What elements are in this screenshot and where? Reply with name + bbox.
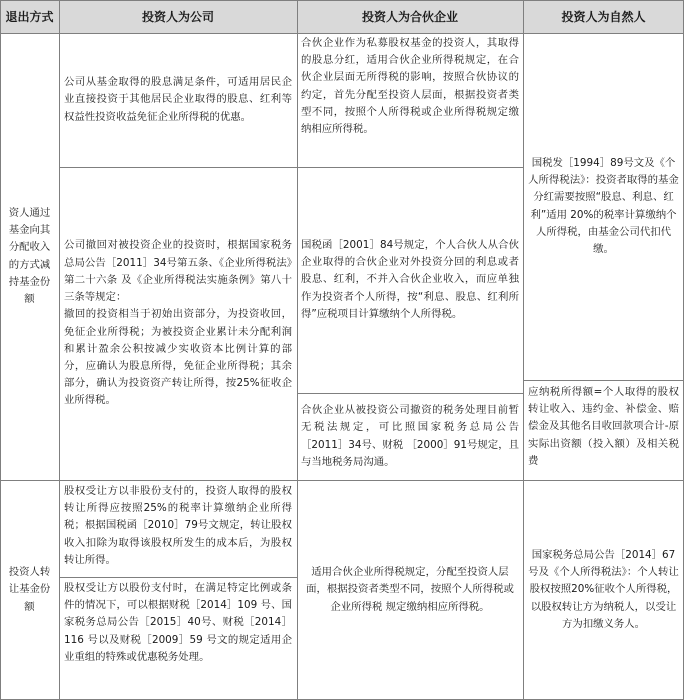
- row-label-fund-distribution: 资人通过基金向其分配收入的方式减持基金份额: [8, 206, 51, 305]
- column-divider: [59, 0, 60, 700]
- company-withdrawal-cell: 公司撤回对被投资企业的投资时，根据国家税务总局公告［2011］34号第五条、《企业所得税法》第二十六条 及《企业所得税法实施条例》第八十三条等规定： 撤回的投资相当于初始出资部分，为投资收回，免征企业所得税；为被投资企业累计未分配利润和累计盈余公积按减少实收资本比例计算的部分，应确认为股息所得，免征企业所得税；其余部分，确认为投资资产转让所得，按25%征收企业所得税。: [64, 239, 292, 407]
- header-exit-method: 退出方式: [0, 0, 59, 33]
- header-partnership: 投资人为合伙企业: [297, 0, 523, 33]
- partnership-dividend-cell: 合伙企业作为私募股权基金的投资人，其取得的股息分红，适用合伙企业所得税规定，在合伙企业层面无所得税的影响，按照合伙协议的约定，首先分配至投资人层面，根据投资者类型不同，按照个人所得税或企业所得税规定缴纳相应所得税。: [301, 37, 519, 136]
- partnership-withdrawal-cell: 合伙企业从被投资公司撤资的税务处理目前暂无税法规定，可比照国家税务总局公告［2011］34号、财税 ［2000］91号规定，且与当地税务局沟通。: [301, 404, 519, 468]
- partnership-interest-cell: 国税函［2001］84号规定，个人合伙人从合伙企业取得的合伙企业对外投资分回的利息或者股息、红利，不并入合伙企业收入，而应单独作为投资者个人所得，按“利息、股息、红利所得”应税项目计算缴纳个人所得税。: [301, 238, 519, 320]
- individual-withdrawal-cell: 应纳税所得额=个人取得的股权转让收入、违约金、补偿金、赔偿金及其他名目收回款项合计-原实际出资额（投入额）及相关税费: [528, 386, 679, 467]
- row-divider: [59, 167, 297, 168]
- row-divider: [0, 33, 684, 34]
- column-divider: [297, 0, 298, 700]
- company-transfer-cash-cell: 股权受让方以非股份支付的，投资人取得的股权转让所得应按照25%的税率计算缴纳企业所得税；根据国税函［2010］79号文规定，转让股权收入扣除为取得该股权所发生的成本后，为股权转让所得。: [64, 485, 292, 566]
- row-divider: [0, 480, 684, 481]
- table-border-top: [0, 0, 684, 1]
- table-border-left: [0, 0, 1, 700]
- row-divider: [297, 393, 523, 394]
- column-divider: [523, 0, 524, 700]
- header-individual: 投资人为自然人: [523, 0, 684, 33]
- row-divider: [523, 380, 684, 381]
- partnership-transfer-cell: 适用合伙企业所得税规定，分配至投资人层面，根据投资者类型不同，按照个人所得税或企业所得税 规定缴纳相应所得税。: [306, 566, 514, 613]
- header-company: 投资人为公司: [59, 0, 297, 33]
- individual-dividend-cell: 国税发［1994］89号文及《个人所得税法》：投资者取得的基金分红需要按照“股息、利息、红利”适用 20%的税率计算缴纳个人所得税，由基金公司代扣代缴。: [528, 156, 679, 255]
- individual-transfer-cell: 国家税务总局公告［2014］67号及《个人所得税法》：个人转让股权按照20%征收个人所得税，以股权转让方为纳税人，以受让方为扣缴义务人。: [528, 548, 679, 630]
- row-divider: [59, 577, 297, 578]
- row-label-share-transfer: 投资人转让基金份额: [8, 566, 51, 613]
- company-dividend-cell: 公司从基金取得的股息满足条件，可适用居民企业直接投资于其他居民企业取得的股息、红利等权益性投资收益免征企业所得税的优惠。: [64, 76, 292, 123]
- company-transfer-shares-cell: 股权受让方以股份支付时，在满足特定比例或条件的情况下，可以根据财税［2014］109 号、国家税务总局公告［2015］40号、财税［2014］116 号以及财税［2009］59 号文的规定适用企业重组的特殊或优惠税务处理。: [64, 582, 292, 663]
- row-divider: [297, 167, 523, 168]
